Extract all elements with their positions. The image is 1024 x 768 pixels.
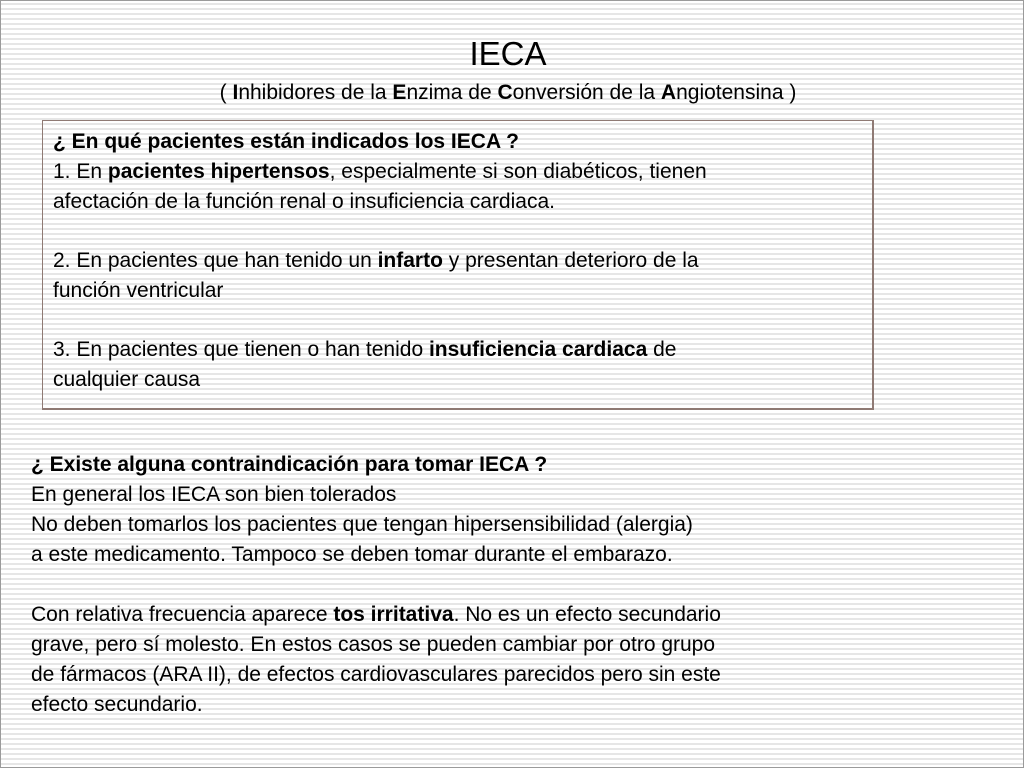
subtitle-initial: I [232, 81, 239, 104]
indication-text: 3. En pacientes que tienen o han tenido [53, 338, 429, 361]
cough-paragraph-line1 [31, 600, 991, 630]
subtitle-text: onversión de la [512, 81, 661, 104]
indication-highlight: insuficiencia cardiaca [428, 338, 648, 361]
cough-paragraph-line: efecto secundario. [31, 693, 203, 716]
indication-highlight: infarto [377, 249, 443, 272]
indication-text: 2. En pacientes que han tenido un [53, 249, 378, 272]
cough-paragraph-line: de fármacos (ARA II), de efectos cardiovasculares parecidos pero sin este [31, 663, 721, 686]
indication-item-2 [53, 246, 862, 276]
indication-item-3-line2: cualquier causa [53, 368, 201, 391]
subtitle-text: ngiotensina ) [676, 81, 797, 104]
indication-item-1 [53, 157, 862, 187]
contraindications-line: a este medicamento. Tampoco se deben tomar durante el embarazo. [31, 543, 673, 566]
subtitle-text: nzima de [406, 81, 498, 104]
indication-item-1-line2: afectación de la función renal o insuficiencia cardiaca. [53, 190, 555, 213]
subtitle-text: ( [219, 81, 233, 104]
spacer [53, 217, 862, 246]
subtitle-initial: A [660, 81, 677, 104]
indications-box [42, 120, 874, 410]
indication-item-2-line2: función ventricular [53, 279, 224, 302]
subtitle-text: nhibidores de la [238, 81, 393, 104]
contraindications-question: ¿ Existe alguna contraindicación para tomar IECA ? [31, 453, 548, 476]
subtitle-initial: E [392, 81, 407, 104]
indication-highlight: pacientes hipertensos [107, 160, 330, 183]
indication-text: , especialmente si son diabéticos, tienen [329, 160, 707, 183]
indication-item-3 [53, 335, 862, 365]
contraindications-line: No deben tomarlos los pacientes que tengan hipersensibilidad (alergia) [31, 513, 693, 536]
contraindications-section [31, 450, 991, 720]
spacer [53, 306, 862, 335]
indication-text: de [647, 338, 677, 361]
slide-subtitle [0, 79, 1016, 107]
cough-text: . No es un efecto secundario [453, 603, 721, 626]
cough-paragraph-line: grave, pero sí molesto. En estos casos se pueden cambiar por otro grupo [31, 633, 716, 656]
subtitle-initial: C [497, 81, 513, 104]
contraindications-line: En general los IECA son bien tolerados [31, 483, 397, 506]
indications-question: ¿ En qué pacientes están indicados los IECA ? [53, 130, 519, 153]
indication-text: 1. En [53, 160, 108, 183]
slide-title: IECA [469, 35, 547, 72]
cough-highlight: tos irritativa [333, 603, 454, 626]
spacer [31, 570, 991, 600]
cough-text: Con relativa frecuencia aparece [31, 603, 334, 626]
indication-text: y presentan deterioro de la [442, 249, 699, 272]
